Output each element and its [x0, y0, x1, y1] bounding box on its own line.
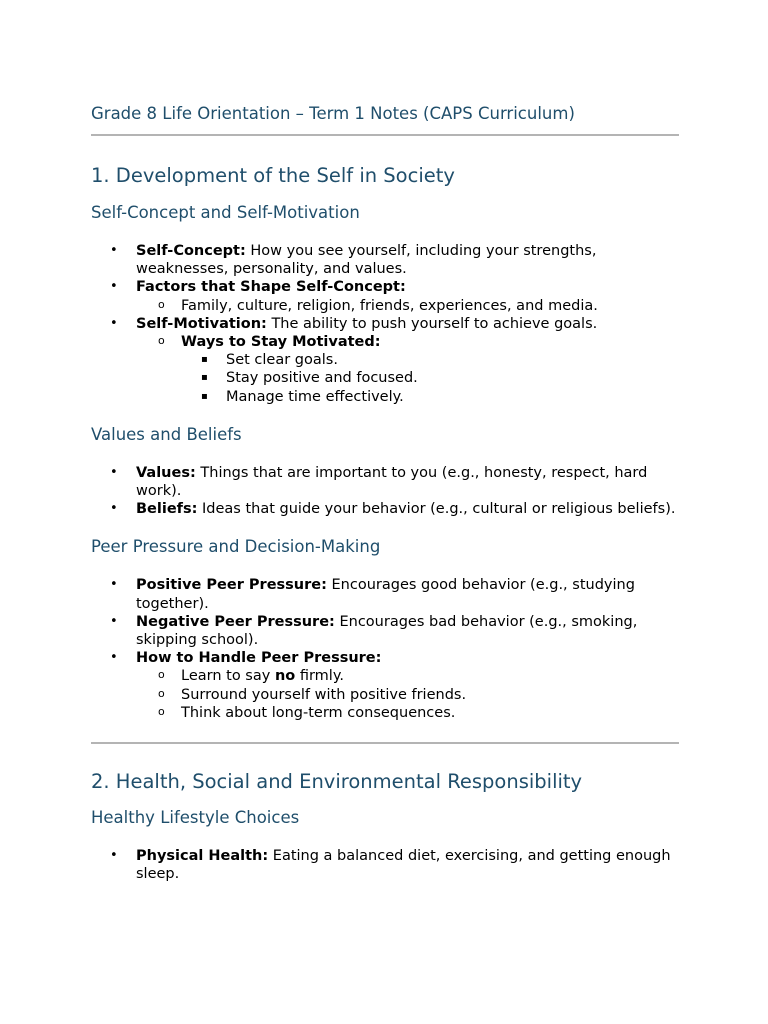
sub-list-item: o Surround yourself with positive friends.	[136, 686, 679, 704]
sub-list	[136, 297, 679, 315]
list-item	[91, 464, 679, 500]
sub-list-item	[136, 333, 679, 406]
sub-list-item: o Think about long-term consequences.	[136, 704, 679, 722]
definition: Encourages good behavior (e.g., studying together).	[136, 577, 635, 612]
list-item	[91, 242, 679, 278]
list-item	[91, 847, 679, 883]
term: Beliefs:	[136, 501, 198, 518]
self-concept-list	[91, 242, 679, 406]
list-item	[91, 613, 679, 649]
term: Physical Health:	[136, 848, 269, 865]
sub-sub-list-item: ▪ Set clear goals.	[181, 351, 679, 369]
sub-list-item: o Family, culture, religion, friends, experiences, and media.	[136, 297, 679, 315]
healthy-lifestyle-heading: Healthy Lifestyle Choices	[91, 808, 300, 828]
list-item	[91, 576, 679, 612]
values-list	[91, 464, 679, 519]
term: Factors that Shape Self-Concept:	[136, 279, 406, 296]
self-concept-heading: Self-Concept and Self-Motivation	[91, 203, 360, 222]
term: Self-Motivation:	[136, 315, 267, 332]
definition: Ideas that guide your behavior (e.g., cultural or religious beliefs).	[197, 501, 676, 518]
list-item	[91, 500, 679, 518]
section-1-heading: 1. Development of the Self in Society	[91, 164, 455, 187]
text: firmly.	[295, 668, 344, 685]
text: Learn to say	[181, 668, 275, 685]
peer-pressure-heading: Peer Pressure and Decision-Making	[91, 537, 381, 557]
sub-list	[136, 667, 679, 722]
sub-sub-list-item: ▪ Stay positive and focused.	[181, 369, 679, 387]
definition: Eating a balanced diet, exercising, and getting enough sleep.	[136, 848, 671, 883]
term: Values:	[136, 464, 196, 481]
term: Ways to Stay Motivated:	[181, 334, 381, 351]
document-title: Grade 8 Life Orientation – Term 1 Notes (CAPS Curriculum)	[91, 104, 575, 123]
definition: Things that are important to you (e.g., honesty, respect, hard work).	[136, 464, 648, 500]
section-2-heading: 2. Health, Social and Environmental Responsibility	[91, 770, 583, 794]
list-item	[91, 315, 679, 406]
sub-sub-list-item: ▪ Manage time effectively.	[181, 388, 679, 406]
term: How to Handle Peer Pressure:	[136, 650, 382, 667]
term: Negative Peer Pressure:	[136, 613, 335, 630]
values-heading: Values and Beliefs	[91, 424, 242, 444]
document-content	[91, 102, 679, 883]
term: Self-Concept:	[136, 243, 246, 259]
sub-list-item	[136, 667, 679, 685]
list-item	[91, 649, 679, 722]
list-item	[91, 278, 679, 314]
title-divider	[91, 134, 679, 136]
healthy-lifestyle-list	[91, 847, 679, 883]
term: Positive Peer Pressure:	[136, 577, 327, 594]
sub-list	[136, 333, 679, 406]
sub-sub-list	[181, 351, 679, 406]
section-divider	[91, 742, 679, 744]
definition: How you see yourself, including your strengths, weaknesses, personality, and values.	[136, 243, 597, 278]
emphasis: no	[274, 668, 296, 685]
definition: The ability to push yourself to achieve goals.	[266, 315, 598, 332]
peer-pressure-list	[91, 576, 679, 722]
definition: Encourages bad behavior (e.g., smoking, skipping school).	[136, 613, 638, 649]
